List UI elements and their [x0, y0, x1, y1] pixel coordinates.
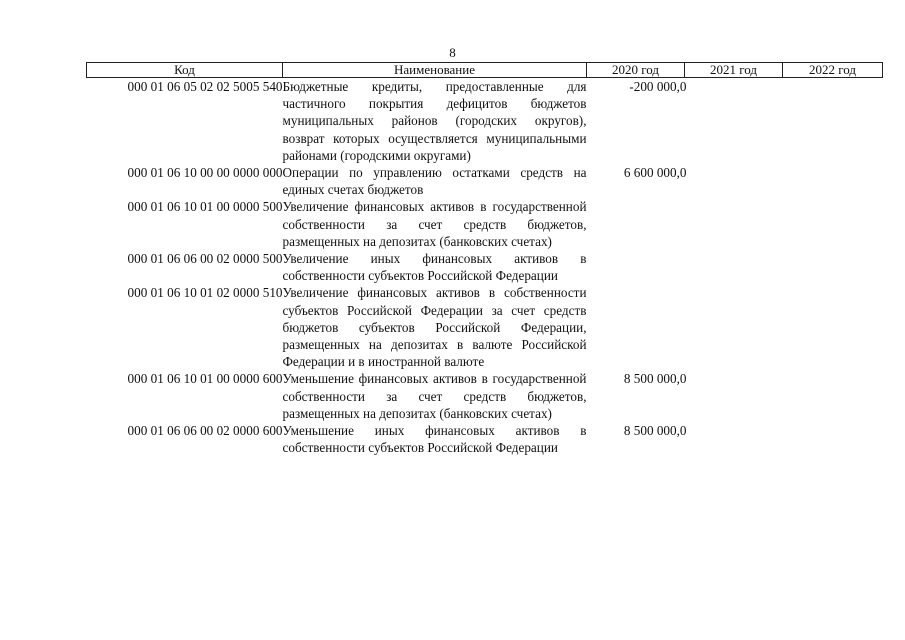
- row-code: 000 01 06 10 01 02 0000 510: [127, 285, 283, 301]
- row-value-2022: [783, 164, 883, 198]
- row-value-2020: 8 500 000,0: [623, 423, 687, 439]
- row-value-2022: [783, 198, 883, 250]
- row-code: 000 01 06 10 01 00 0000 500: [127, 199, 283, 215]
- row-value-2022: [783, 422, 883, 456]
- table-row: [87, 370, 883, 422]
- budget-table: [86, 62, 883, 456]
- row-value-2021: [685, 164, 783, 198]
- row-value-2021: [685, 198, 783, 250]
- page-number: 8: [449, 45, 456, 60]
- row-value-2021: [685, 370, 783, 422]
- row-name: Увеличение иных финансовых активов в собственности субъектов Российской Федерации: [282, 251, 587, 284]
- row-value-2020: 6 600 000,0: [623, 165, 687, 181]
- table-row: [87, 164, 883, 198]
- row-value-2020: [587, 198, 685, 250]
- header-code: Код: [87, 63, 283, 78]
- row-value-2021: [685, 78, 783, 165]
- header-2022: 2022 год: [783, 63, 883, 78]
- row-value-2020: -200 000,0: [629, 79, 687, 94]
- header-name: Наименование: [283, 63, 587, 78]
- row-name: Бюджетные кредиты, предоставленные для частичного покрытия дефицитов бюджетов муниципальных районов (городских округов), возврат которых осуществляется муниципальными районами (городскими округами): [282, 79, 587, 163]
- row-name: Операции по управлению остатками средств на единых счетах бюджетов: [282, 165, 587, 198]
- row-value-2020: [587, 284, 685, 370]
- row-value-2020: 8 500 000,0: [623, 371, 687, 387]
- row-value-2020: [587, 250, 685, 284]
- row-name: Увеличение финансовых активов в собственности субъектов Российской Федерации за счет средств бюджетов субъектов Российской Федерации, размещенных на депозитах в валюте Российской Федерации и в иностранной валюте: [282, 285, 587, 370]
- table-row: [87, 422, 883, 456]
- row-name: Увеличение финансовых активов в государственной собственности за счет средств бюджетов, размещенных на депозитах (банковских счетах): [282, 199, 587, 249]
- row-code: 000 01 06 10 00 00 0000 000: [127, 165, 283, 181]
- table-row: [87, 250, 883, 284]
- row-value-2022: [783, 78, 883, 165]
- table-row: [87, 284, 883, 370]
- row-code: 000 01 06 06 00 02 0000 600: [127, 423, 283, 439]
- row-value-2022: [783, 284, 883, 370]
- row-name: Уменьшение финансовых активов в государственной собственности за счет средств бюджетов, размещенных на депозитах (банковских счетах): [282, 371, 587, 421]
- row-value-2021: [685, 422, 783, 456]
- table-row: [87, 78, 883, 165]
- row-value-2021: [685, 250, 783, 284]
- row-name: Уменьшение иных финансовых активов в собственности субъектов Российской Федерации: [282, 423, 587, 456]
- row-value-2022: [783, 250, 883, 284]
- row-value-2022: [783, 370, 883, 422]
- row-code: 000 01 06 10 01 00 0000 600: [127, 371, 283, 387]
- row-code: 000 01 06 05 02 02 5005 540: [127, 79, 283, 94]
- table-header-row: [87, 63, 883, 78]
- row-code: 000 01 06 06 00 02 0000 500: [127, 251, 283, 267]
- header-2020: 2020 год: [587, 63, 685, 78]
- table-row: [87, 198, 883, 250]
- header-2021: 2021 год: [685, 63, 783, 78]
- row-value-2021: [685, 284, 783, 370]
